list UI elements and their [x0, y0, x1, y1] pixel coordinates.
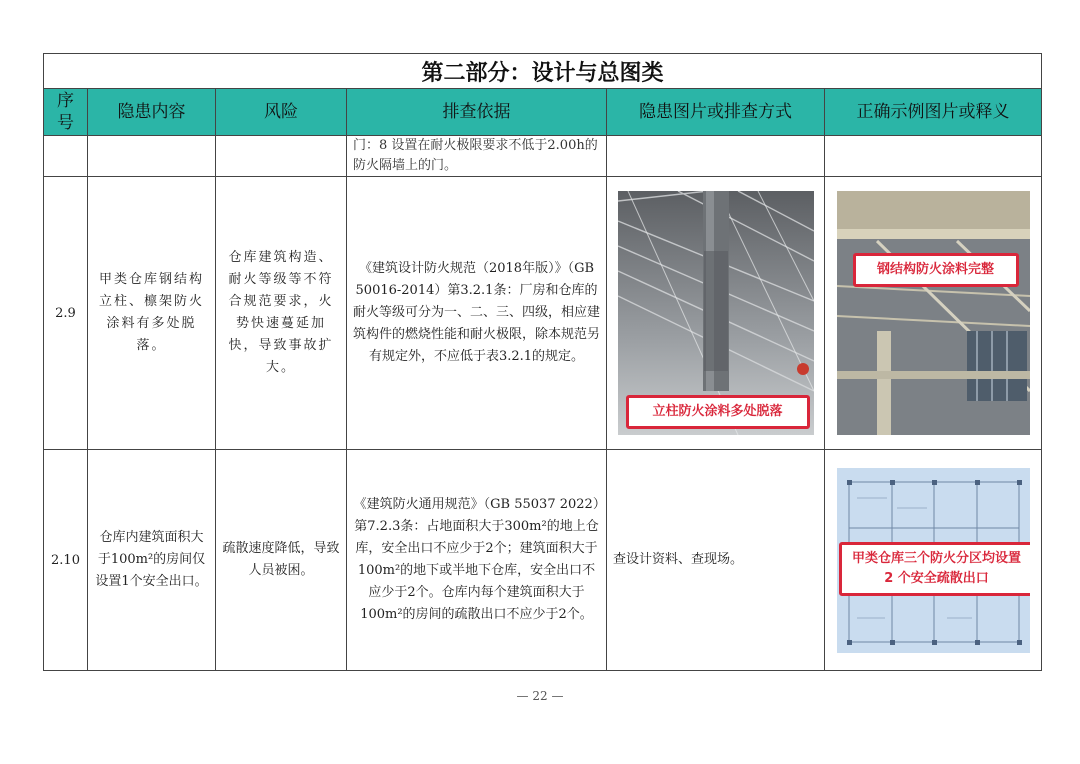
page-number: — 22 —: [516, 689, 564, 703]
method-cell: 查设计资料、查现场。: [607, 450, 825, 671]
header-method: 隐患图片或排查方式: [607, 89, 825, 136]
header-no: 序号: [44, 89, 88, 136]
basis-cell: 《建筑设计防火规范（2018年版）》（GB 50016-2014）第3.2.1条：厂房和仓库的耐火等级可分为一、二、三、四级，相应建筑构件的燃烧性能和耐火极限，除本规范另有规定外，不应低于表3.2.1的规定。: [347, 177, 607, 450]
example-callout: 钢结构防火涂料完整: [853, 253, 1019, 287]
header-row: [44, 89, 1042, 136]
content-cell: 仓库内建筑面积大于100m²的房间仅设置1个安全出口。: [88, 450, 216, 671]
example-plan: [837, 468, 1030, 653]
header-example: 正确示例图片或释义: [825, 89, 1042, 136]
row-number: 2.9: [44, 177, 88, 450]
example-plan-cell: [825, 450, 1042, 671]
document-page: [43, 53, 1041, 671]
hazard-photo-cell: [607, 177, 825, 450]
basis-cell: 门：8 设置在耐火极限要求不低于2.00h的防火隔墙上的门。: [347, 136, 607, 177]
table-row-continued: [44, 136, 1042, 177]
section-title: 第二部分：设计与总图类: [44, 54, 1042, 89]
table-row: [44, 450, 1042, 671]
example-photo-cell: [825, 177, 1042, 450]
hazard-photo: [618, 191, 814, 435]
risk-cell: 仓库建筑构造、耐火等级等不符合规范要求，火势快速蔓延加快，导致事故扩大。: [216, 177, 347, 450]
hazard-table: [43, 53, 1042, 671]
example-callout: 甲类仓库三个防火分区均设置 2 个安全疏散出口: [839, 542, 1030, 596]
example-photo: [837, 191, 1030, 435]
hazard-callout: 立柱防火涂料多处脱落: [626, 395, 810, 429]
table-row: [44, 177, 1042, 450]
steel-structure-photo: [837, 191, 1030, 435]
header-risk: 风险: [216, 89, 347, 136]
header-basis: 排查依据: [347, 89, 607, 136]
header-content: 隐患内容: [88, 89, 216, 136]
basis-cell: 《建筑防火通用规范》（GB 55037 2022）第7.2.3条：占地面积大于300m²的地上仓库，安全出口不应少于2个；建筑面积大于100m²的地下或半地下仓库，安全出口不应少于2个。仓库内每个建筑面积大于100m²的房间的疏散出口不应少于2个。: [347, 450, 607, 671]
risk-cell: 疏散速度降低，导致人员被困。: [216, 450, 347, 671]
row-number: 2.10: [44, 450, 88, 671]
content-cell: 甲类仓库钢结构立柱、檩架防火涂料有多处脱落。: [88, 177, 216, 450]
